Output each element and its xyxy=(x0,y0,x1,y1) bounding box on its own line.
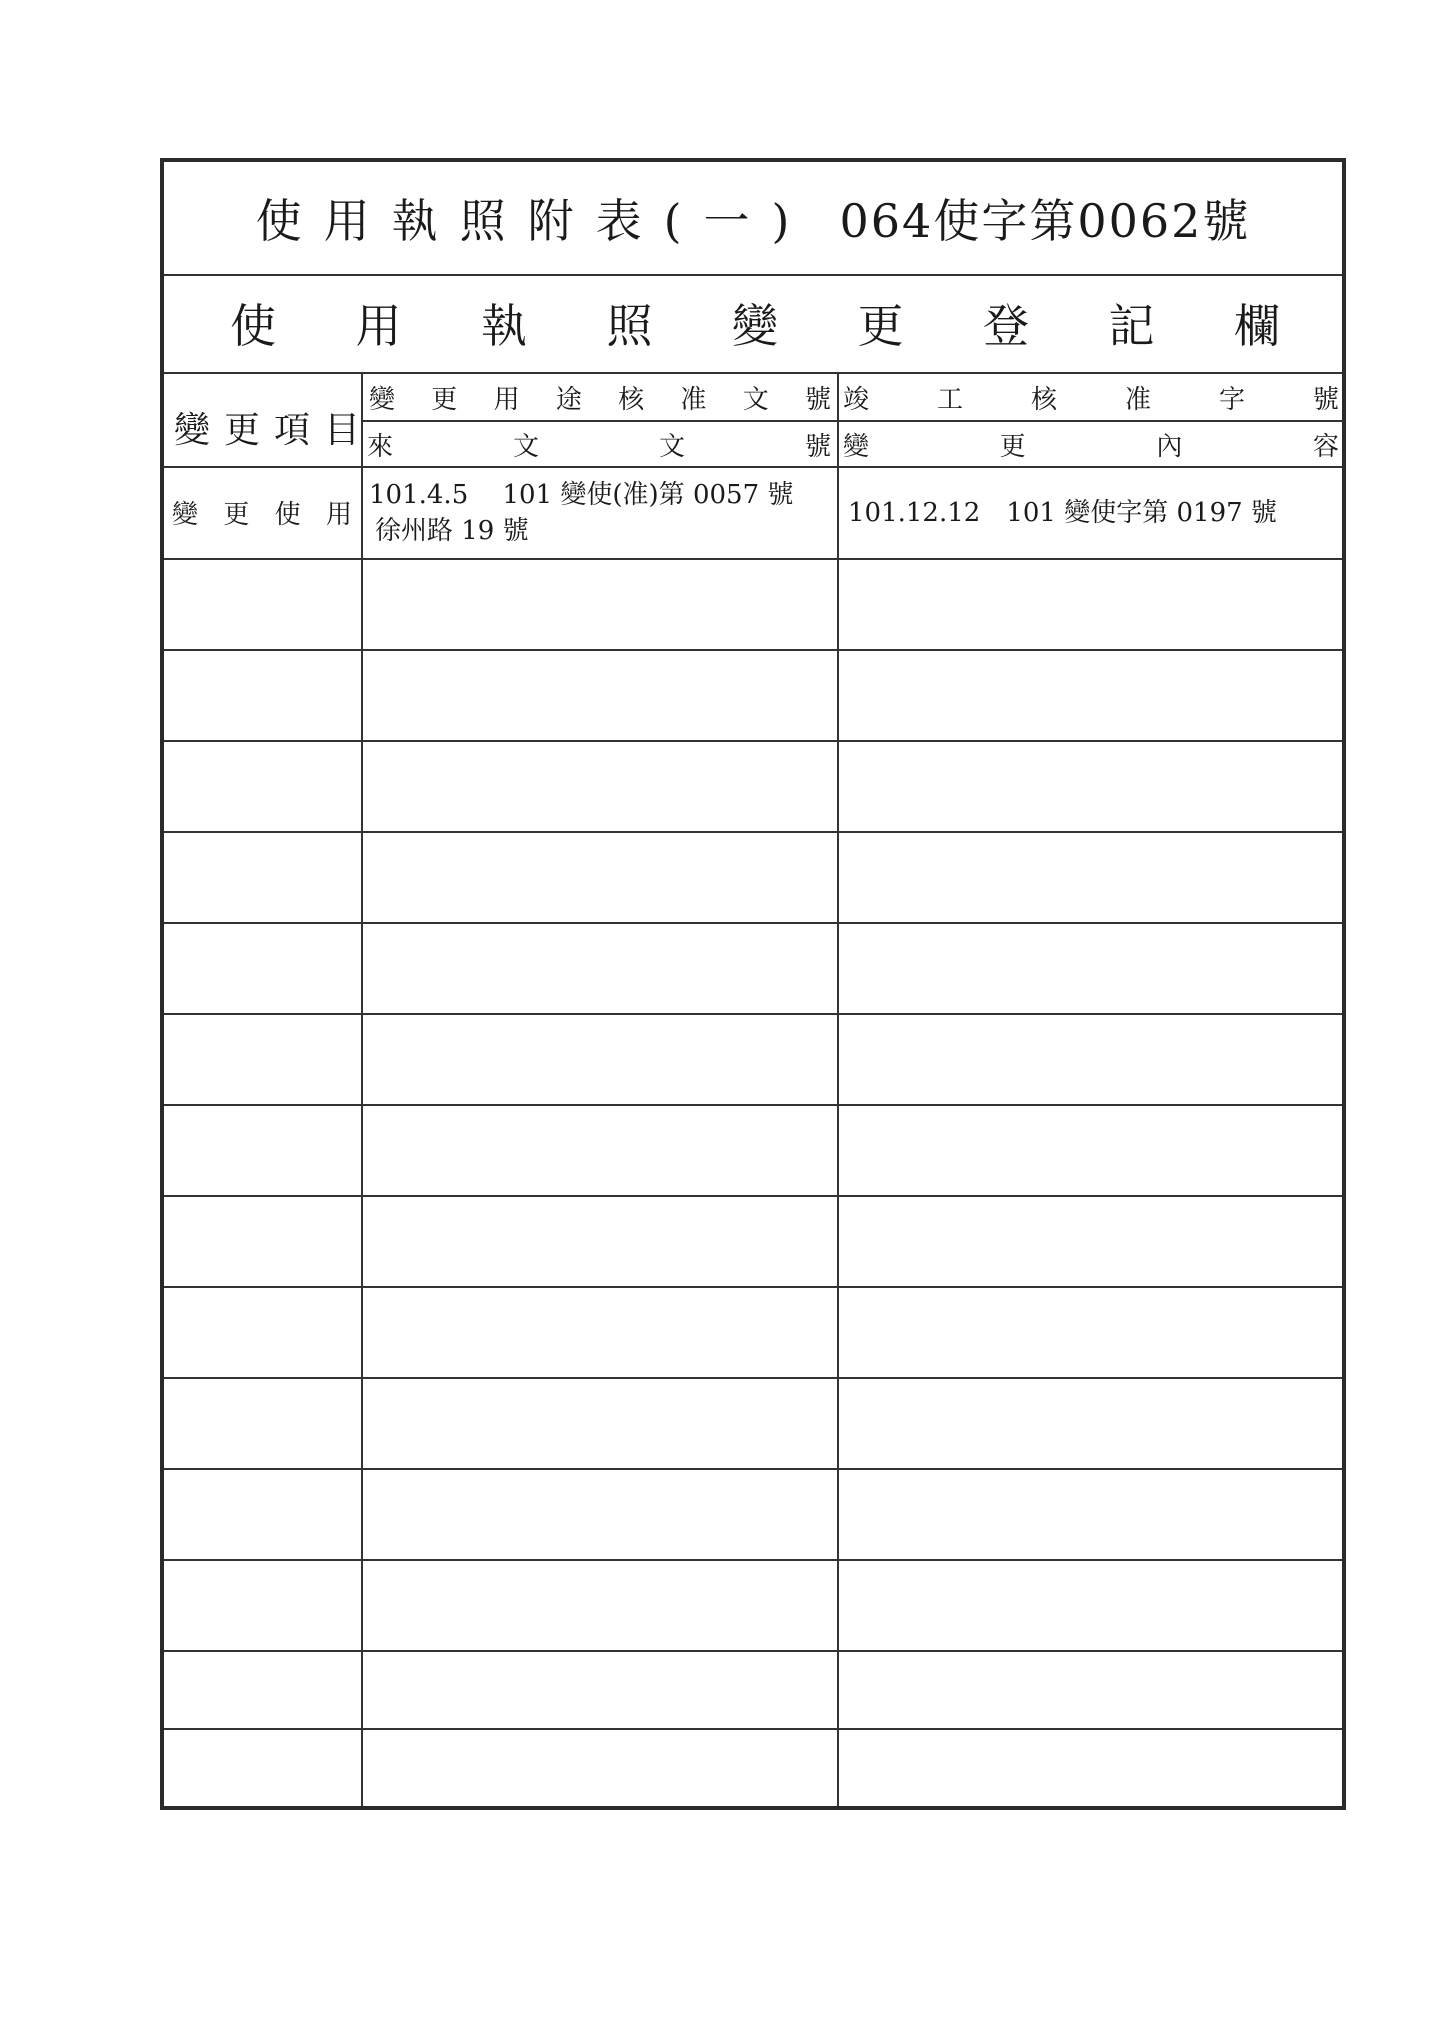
banner-char: 登 xyxy=(983,299,1029,353)
form-title xyxy=(164,162,1342,276)
license-form xyxy=(160,158,1346,1810)
banner-char: 變 xyxy=(732,299,778,353)
row-divider xyxy=(164,1377,1342,1379)
banner-char: 記 xyxy=(1108,299,1155,353)
column-divider-1 xyxy=(361,374,363,1806)
row-divider xyxy=(164,1728,1342,1730)
row-divider xyxy=(164,831,1342,833)
row-divider xyxy=(164,649,1342,651)
row-divider xyxy=(164,922,1342,924)
approval-doc-header: 變 更 用 途 核 准 文 號 xyxy=(369,384,831,415)
column-divider-2 xyxy=(837,374,839,1806)
row-1-item: 變 更 使 用 xyxy=(172,499,352,530)
row-divider xyxy=(164,1104,1342,1106)
incoming-doc-header: 來 文 文 號 xyxy=(367,431,831,462)
completion-header: 竣 工 核 准 字 號 xyxy=(843,384,1339,415)
banner-char: 執 xyxy=(481,299,527,353)
row-divider xyxy=(164,1286,1342,1288)
section-banner xyxy=(164,274,1342,374)
banner-char: 使 xyxy=(230,299,276,353)
banner-char: 欄 xyxy=(1234,299,1280,353)
row-divider xyxy=(164,1559,1342,1561)
row-divider xyxy=(164,740,1342,742)
title-number: 064使字第0062號 xyxy=(839,194,1251,248)
row-1-approval-address: 徐州路 19 號 xyxy=(375,516,529,546)
banner-char: 用 xyxy=(355,299,402,353)
banner-char: 照 xyxy=(606,299,653,353)
header-bottom-line xyxy=(164,466,1342,468)
row-divider xyxy=(164,558,1342,560)
row-divider xyxy=(164,1013,1342,1015)
row-divider xyxy=(164,1650,1342,1652)
row-divider xyxy=(164,1468,1342,1470)
row-divider xyxy=(164,1195,1342,1197)
title-main: 使用執照附表(一) xyxy=(255,194,812,248)
content-header: 變 更 內 容 xyxy=(843,431,1339,462)
row-1-completion-number: 101.12.12 101 變使字第 0197 號 xyxy=(848,498,1277,528)
row-1-approval-number: 101.4.5 101 變使(准)第 0057 號 xyxy=(369,480,794,510)
item-header-label: 變 更 項 目 xyxy=(174,410,360,451)
banner-char: 更 xyxy=(857,299,904,353)
